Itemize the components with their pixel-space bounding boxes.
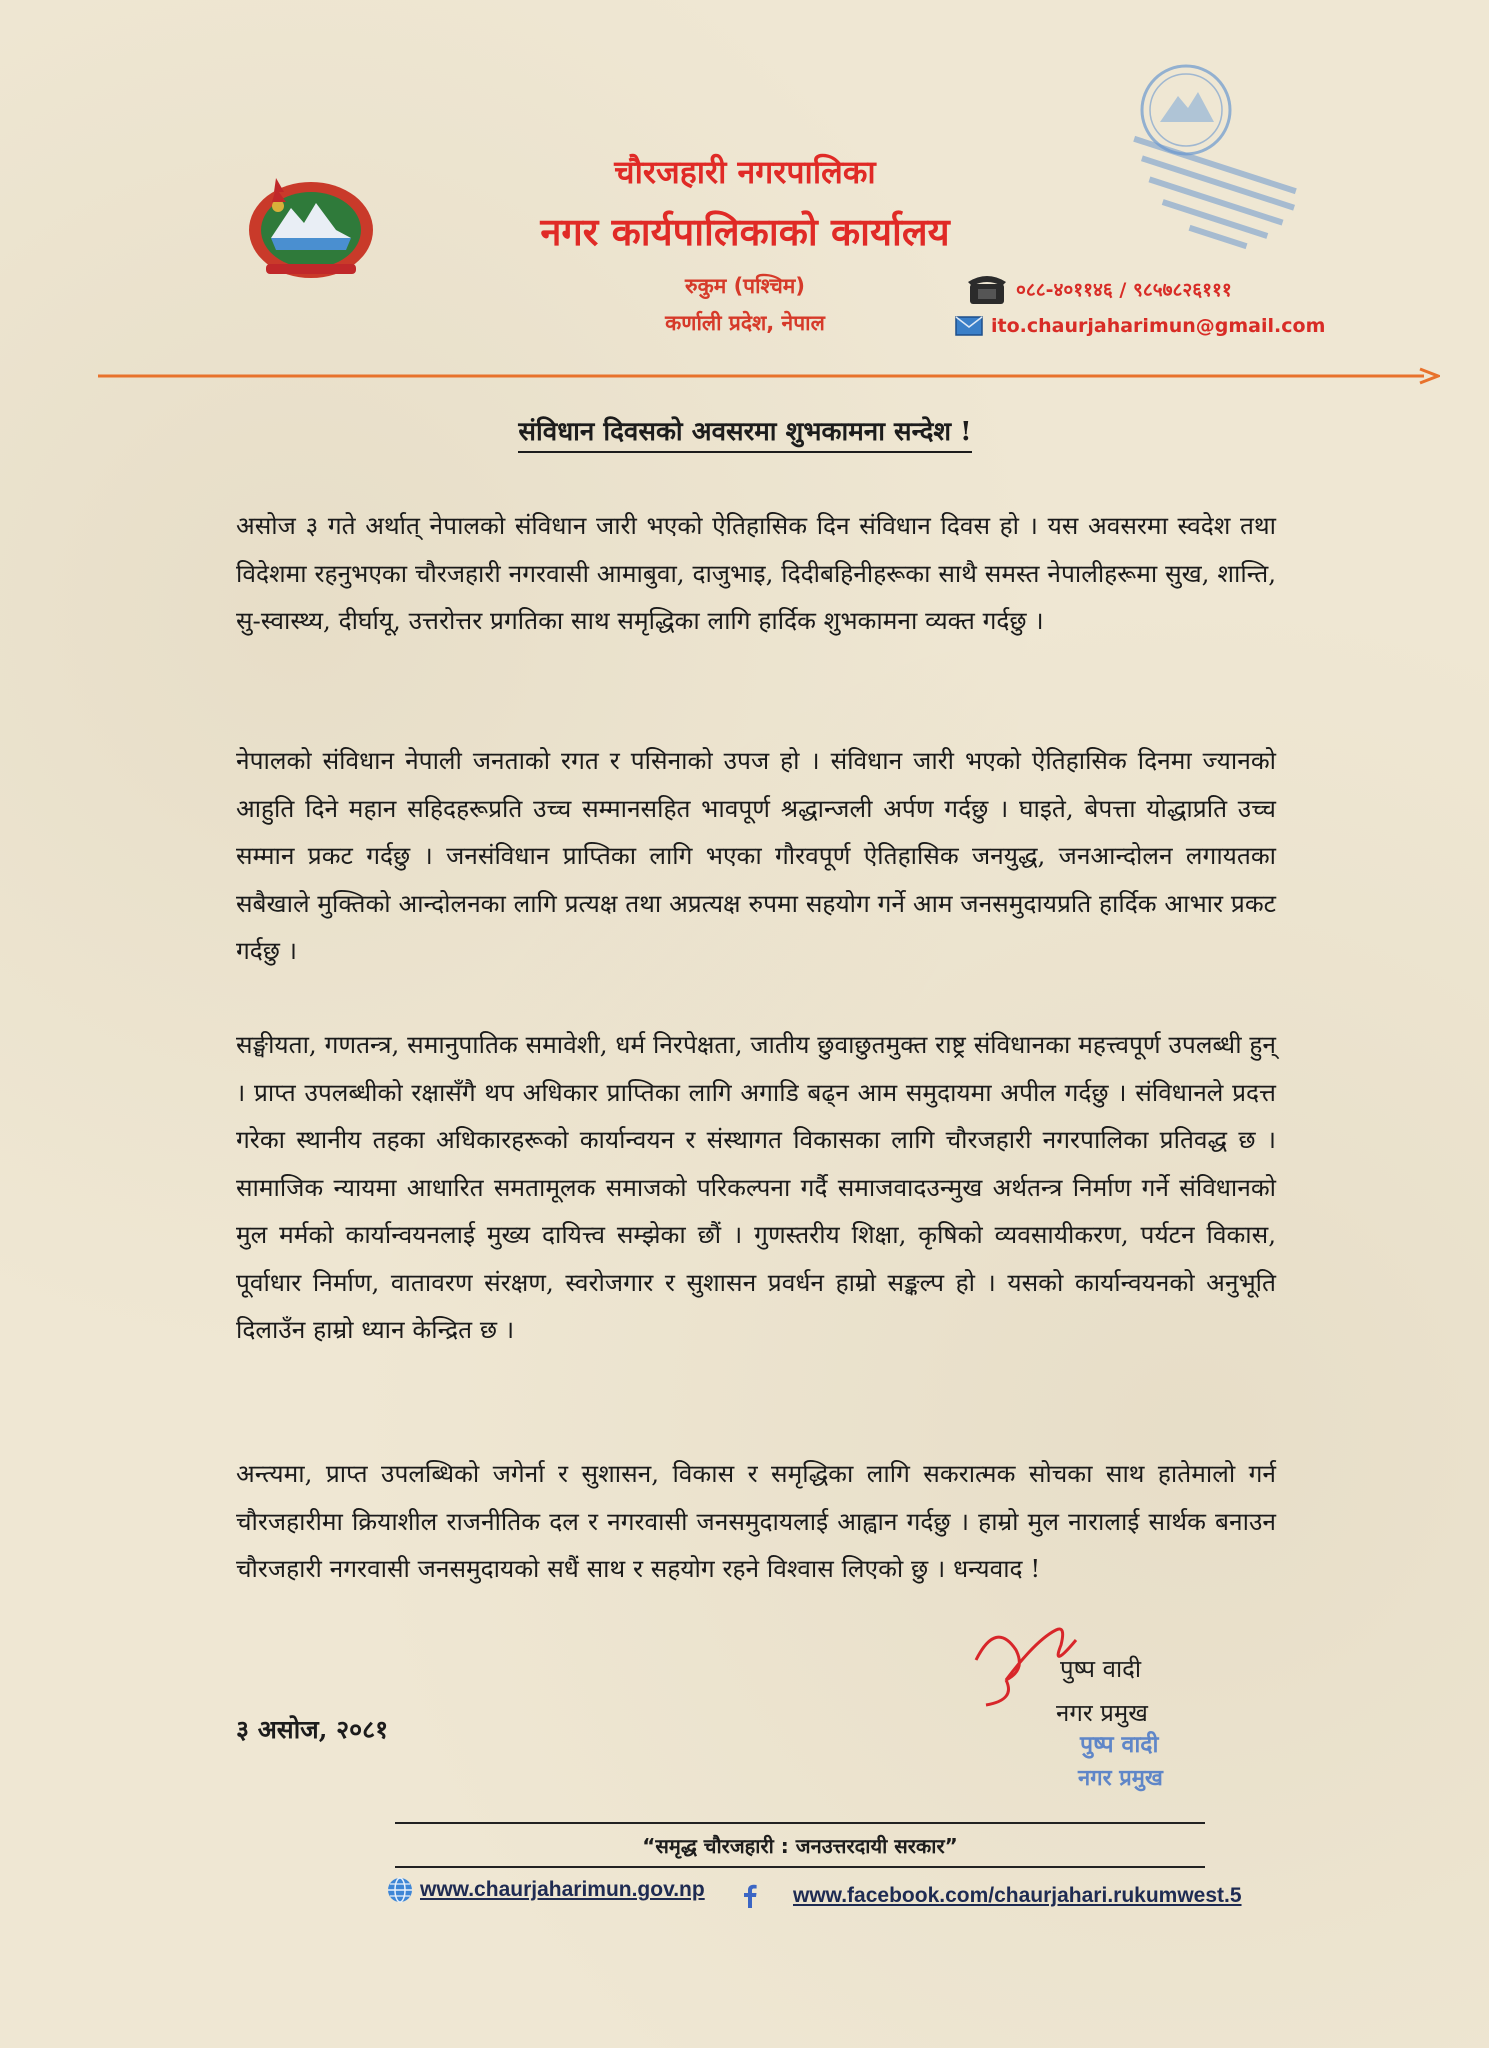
email-icon (955, 316, 983, 336)
letter-title-text: संविधान दिवसको अवसरमा शुभकामना सन्देश ! (518, 417, 971, 453)
nepal-emblem-icon (236, 168, 386, 288)
facebook-link[interactable]: www.facebook.com/chaurjahari.rukumwest.5 (793, 1884, 1242, 1907)
paragraph-3: सङ्घीयता, गणतन्त्र, समानुपातिक समावेशी, धर्म निरपेक्षता, जातीय छुवाछुतमुक्त राष्ट्र संविधानका महत्त्वपूर्ण उपलब्धी हुन् । प्राप्त उपलब्धीको रक्षासँगै थप अधिकार प्राप्तिका लागि अगाडि बढ्न आम समुदायमा अपील गर्दछु । संविधानले प्रदत्त गरेका स्थानीय तहका अधिकारहरूको कार्यान्वयन र संस्थागत विकासका लागि चौरजहारी नगरपालिका प्रतिवद्ध छ । सामाजिक न्यायमा आधारित समतामूलक समाजको परिकल्पना गर्दै समाजवादउन्मुख अर्थतन्त्र निर्माण गर्ने संविधानको मुल मर्मको कार्यान्वयनलाई मुख्य दायित्त्व सम्झेका छौं । गुणस्तरीय शिक्षा, कृषिको व्यवसायीकरण, पर्यटन विकास, पूर्वाधार निर्माण, वातावरण संरक्षण, स्वरोजगार र सुशासन प्रवर्धन हाम्रो सङ्कल्प हो । यसको कार्यान्वयनको अनुभूति दिलाउँन हाम्रो ध्यान केन्द्रित छ । (236, 1030, 1276, 1344)
stamp-signatory-name: पुष्प वादी (1080, 1732, 1159, 1758)
facebook-link-group (741, 1884, 1242, 1908)
footer-links (386, 1876, 1266, 1916)
contact-email (955, 315, 1325, 337)
office-seal-icon (1090, 52, 1330, 262)
paragraph-1: असोज ३ गते अर्थात् नेपालको संविधान जारी भएको ऐतिहासिक दिन संविधान दिवस हो । यस अवसरमा स्वदेश तथा विदेशमा रहनुभएका चौरजहारी नगरवासी आमाबुवा, दाजुभाइ, दिदीबहिनीहरूका साथै समस्त नेपालीहरूमा सुख, शान्ति, सु-स्वास्थ्य, दीर्घायू, उत्तरोत्तर प्रगतिका साथ समृद्धिका लागि हार्दिक शुभकामना व्यक्त गर्दछु । (236, 511, 1276, 635)
stamp-signatory-title: नगर प्रमुख (1078, 1766, 1163, 1791)
letter-date: ३ असोज, २०८१ (236, 1715, 389, 1744)
footer-rule-bottom (395, 1866, 1205, 1868)
website-link-group (386, 1876, 705, 1904)
district-name: रुकुम (पश्चिम) (685, 274, 805, 298)
header-divider (98, 366, 1440, 386)
province-name: कर्णाली प्रदेश, नेपाल (665, 311, 825, 335)
contact-phone (966, 272, 1232, 306)
municipality-name: चौरजहारी नगरपालिका (614, 153, 876, 191)
globe-icon (386, 1876, 414, 1904)
letter-title (200, 412, 1290, 448)
signatory-name: पुष्प वादी (1060, 1655, 1142, 1683)
footer-rule-top (395, 1822, 1205, 1824)
email-address[interactable]: ito.chaurjaharimun@gmail.com (991, 315, 1326, 337)
facebook-icon (741, 1884, 759, 1908)
telephone-icon (966, 272, 1008, 306)
website-link[interactable]: www.chaurjaharimun.gov.np (420, 1878, 705, 1901)
phone-number: ०८८-४०११४६ / ९८५७८२६१११ (1016, 279, 1232, 301)
footer-slogan: “समृद्ध चौरजहारी : जनउत्तरदायी सरकार” (642, 1834, 958, 1858)
paragraph-2: नेपालको संविधान नेपाली जनताको रगत र पसिनाको उपज हो । संविधान जारी भएको ऐतिहासिक दिनमा ज्यानको आहुति दिने महान सहिदहरूप्रति उच्च सम्मानसहित भावपूर्ण श्रद्धान्जली अर्पण गर्दछु । घाइते, बेपत्ता योद्धाप्रति उच्च सम्मान प्रकट गर्दछु । जनसंविधान प्राप्तिका लागि भएका गौरवपूर्ण ऐतिहासिक जनयुद्ध, जनआन्दोलन लगायतका सबैखाले मुक्तिको आन्दोलनका लागि प्रत्यक्ष तथा अप्रत्यक्ष रुपमा सहयोग गर्ने आम जनसमुदायप्रति हार्दिक आभार प्रकट गर्दछु । (236, 746, 1276, 965)
office-name: नगर कार्यपालिकाको कार्यालय (540, 210, 950, 254)
paragraph-4: अन्त्यमा, प्राप्त उपलब्धिको जगेर्ना र सुशासन, विकास र समृद्धिका लागि सकरात्मक सोचका साथ हातेमालो गर्न चौरजहारीमा क्रियाशील राजनीतिक दल र नगरवासी जनसमुदायलाई आह्वान गर्दछु । हाम्रो मुल नारालाई सार्थक बनाउन चौरजहारी नगरवासी जनसमुदायको सधैं साथ र सहयोग रहने विश्वास लिएको छु । धन्यवाद ! (236, 1459, 1276, 1583)
signatory-title: नगर प्रमुख (1056, 1699, 1148, 1727)
